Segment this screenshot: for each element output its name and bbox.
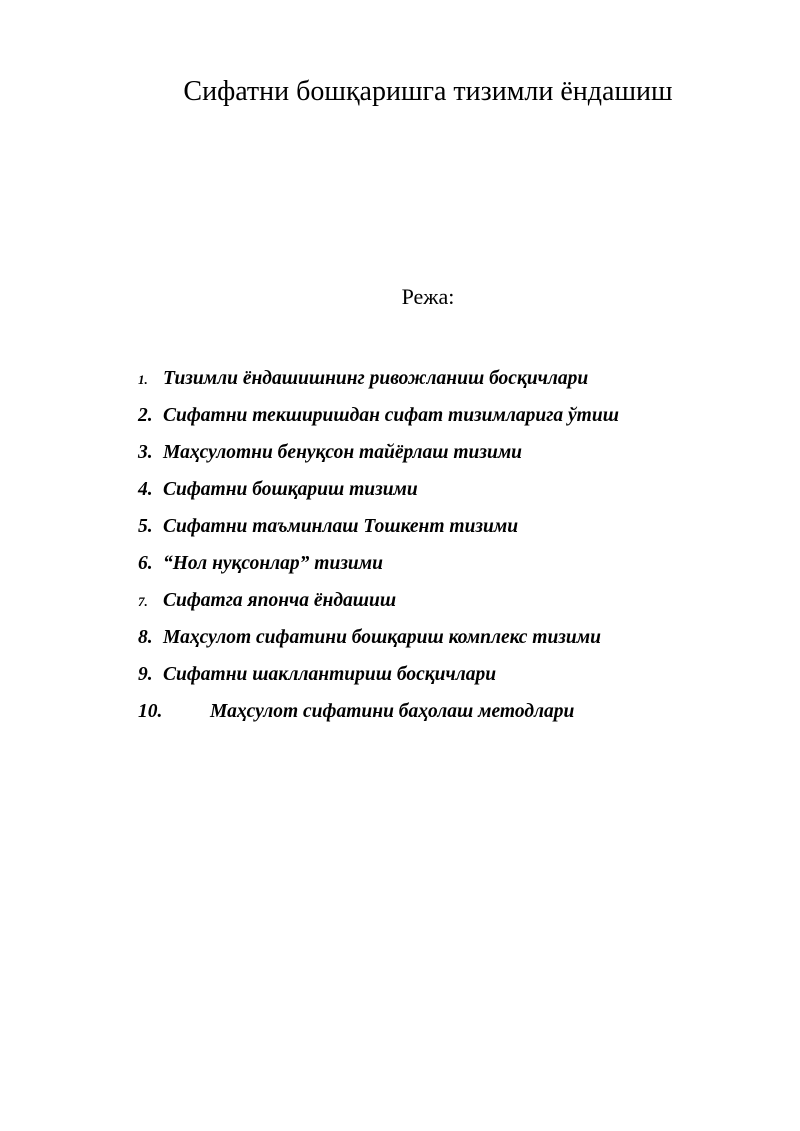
list-item [138,477,619,514]
list-item-number: 2. [138,405,153,426]
list-item-text: Маҳсулотни бенуқсон тайёрлаш тизими [163,442,523,463]
list-item-text: Сифатни текширишдан сифат тизимларига ўтиш [163,405,619,426]
list-item-number: 8. [138,627,153,648]
list-item-text: “Нол нуқсонлар” тизими [163,553,383,574]
list-item-number: 6. [138,553,153,574]
list-item [138,625,619,662]
list-item [138,662,619,699]
list-item [138,588,619,625]
list-item-number: 10. [138,701,163,722]
list-item [138,551,619,588]
list-item [138,440,619,477]
list-item-number: 3. [138,442,153,463]
plan-heading: Режа: [401,284,455,309]
plan-list [138,366,619,736]
list-item-text: Сифатни шакллантириш босқичлари [163,664,497,685]
list-item-number: 9. [138,664,153,685]
list-item [138,403,619,440]
list-item [138,514,619,551]
list-item-text: Сифатни таъминлаш Тошкент тизими [163,516,519,537]
list-item-text: Тизимли ёндашишнинг ривожланиш босқичлари [163,368,589,389]
list-item-number: 1. [138,372,148,387]
list-item-number: 5. [138,516,153,537]
list-item-number: 4. [138,479,153,500]
list-item [138,699,619,736]
list-item-text: Сифатга японча ёндашиш [163,590,397,611]
list-item-number: 7. [138,594,148,609]
list-item [138,366,619,403]
list-item-text: Сифатни бошқариш тизими [163,479,418,500]
page-title: Сифатни бошқаришга тизимли ёндашиш [183,76,673,107]
list-item-text: Маҳсулот сифатини бошқариш комплекс тизими [163,627,601,648]
list-item-text: Маҳсулот сифатини баҳолаш методлари [210,701,575,722]
